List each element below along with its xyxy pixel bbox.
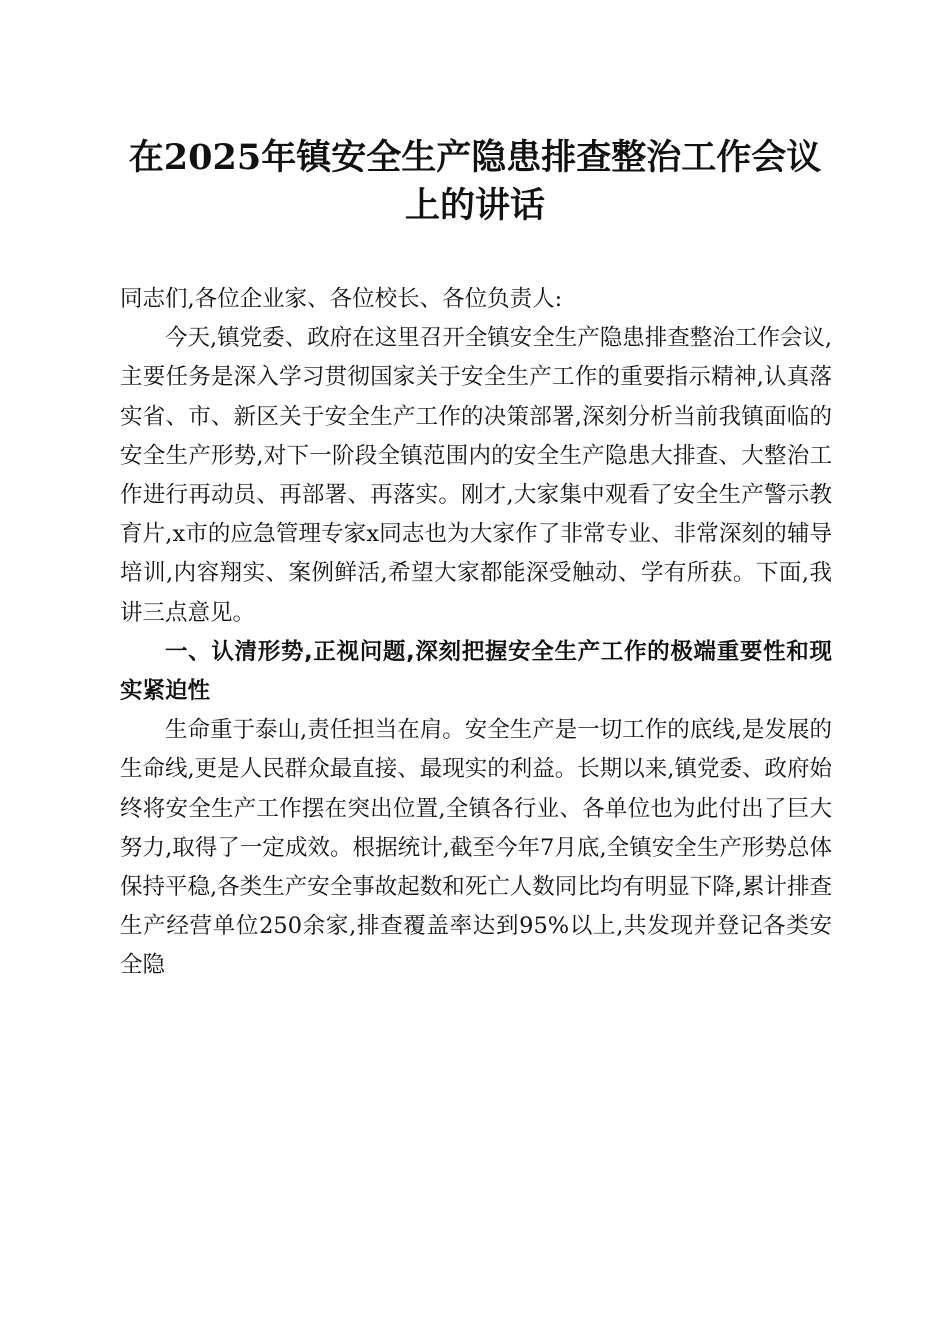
- title-line-1: 在2025年镇安全生产隐患排查整治工作会议: [128, 137, 822, 178]
- opening-paragraph: 今天,镇党委、政府在这里召开全镇安全生产隐患排查整治工作会议,主要任务是深入学习贯彻国家关于安全生产工作的重要指示精神,认真落实省、市、新区关于安全生产工作的决策部署,深刻分析当前我镇面临的安全生产形势,对下一阶段全镇范围内的安全生产隐患大排查、大整治工作进行再动员、再部署、再落实。刚才,大家集中观看了安全生产警示教育片,x市的应急管理专家x同志也为大家作了非常专业、非常深刻的辅导培训,内容翔实、案例鲜活,希望大家都能深受触动、学有所获。下面,我讲三点意见。: [120, 325, 832, 626]
- salutation: 同志们,各位企业家、各位校长、各位负责人:: [120, 286, 563, 312]
- section-heading-1: 一、认清形势,正视问题,深刻把握安全生产工作的极端重要性和现实紧迫性: [120, 638, 832, 705]
- document-body: [120, 280, 832, 986]
- section-paragraph-1: 生命重于泰山,责任担当在肩。安全生产是一切工作的底线,是发展的生命线,更是人民群众最直接、最现实的利益。长期以来,镇党委、政府始终将安全生产工作摆在突出位置,全镇各行业、各单位也为此付出了巨大努力,取得了一定成效。根据统计,截至今年7月底,全镇安全生产形势总体保持平稳,各类生产安全事故起数和死亡人数同比均有明显下降,累计排查生产经营单位250余家,排查覆盖率达到95%以上,共发现并登记各类安全隐: [120, 717, 832, 979]
- page-title: [100, 134, 850, 230]
- title-line-2: 上的讲话: [404, 185, 545, 226]
